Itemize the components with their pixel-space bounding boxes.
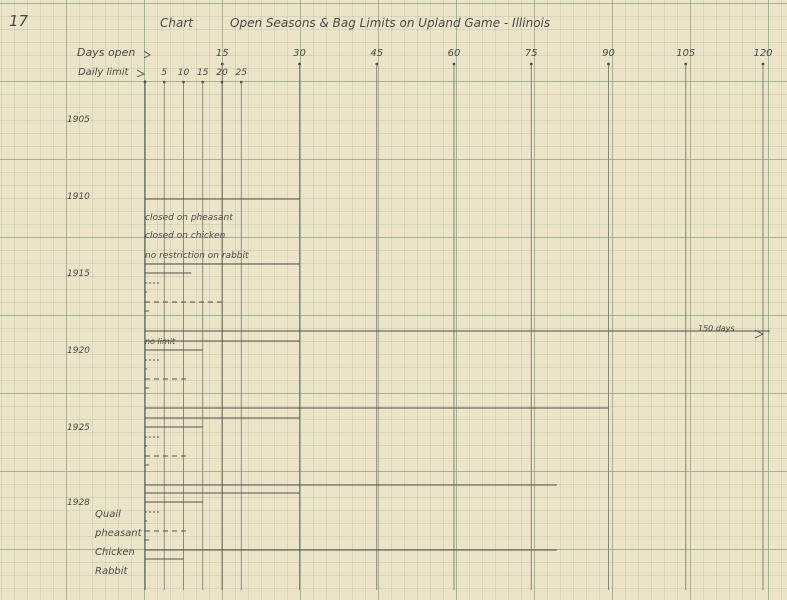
- limit-axis-label: Daily limit: [78, 67, 129, 78]
- annotation-no-restriction: no restriction on rabbit: [145, 251, 249, 261]
- days-arrow-icon: [144, 51, 150, 58]
- days-tick-dot: [221, 63, 224, 66]
- limit-tick-label: 5: [161, 68, 168, 78]
- days-axis-label: Days open: [77, 46, 136, 59]
- days-tick-dot: [762, 63, 765, 66]
- days-tick-label: 90: [602, 48, 615, 59]
- days-tick-dot: [375, 63, 378, 66]
- limit-arrow-icon: [137, 70, 144, 77]
- days-tick-label: 75: [524, 48, 538, 59]
- days-tick-label: 15: [215, 48, 229, 59]
- days-tick-dot: [607, 63, 610, 66]
- days-tick-dot: [298, 63, 301, 66]
- days-tick-dot: [453, 63, 456, 66]
- year-label: 1910: [67, 192, 90, 202]
- limit-tick-label: 15: [197, 68, 209, 78]
- legend-label-rabbit: Rabbit: [95, 566, 128, 577]
- annotation-150-days: 150 days: [698, 324, 735, 333]
- year-label: 1905: [67, 115, 90, 125]
- limit-tick-dot: [182, 81, 185, 84]
- year-label: 1915: [67, 269, 90, 279]
- limit-tick-label: 10: [177, 68, 190, 78]
- days-tick-dot: [684, 63, 687, 66]
- limit-tick-dot: [221, 81, 224, 84]
- annotation-closed-chicken: closed on chicken: [145, 231, 226, 241]
- days-tick-label: 30: [293, 48, 306, 59]
- legend-label-quail: Quail: [95, 509, 121, 520]
- legend-label-pheasant: pheasant: [95, 528, 142, 539]
- year-label: 1925: [67, 423, 90, 433]
- limit-tick-dot: [201, 81, 204, 84]
- legend-label-chicken: Chicken: [95, 547, 135, 558]
- limit-tick-dot: [144, 81, 147, 84]
- year-label: 1928: [67, 498, 90, 508]
- limit-tick-dot: [163, 81, 166, 84]
- limit-tick-label: 25: [235, 68, 247, 78]
- chart-label: Chart: [160, 16, 193, 30]
- annotation-closed-pheasant: closed on pheasant: [145, 213, 233, 223]
- days-tick-label: 120: [753, 48, 773, 59]
- annotation-no-limit: no limit: [145, 337, 176, 346]
- days-tick-label: 60: [447, 48, 461, 59]
- year-label: 1920: [67, 346, 90, 356]
- days-tick-label: 45: [370, 48, 384, 59]
- limit-tick-dot: [240, 81, 243, 84]
- days-tick-label: 105: [676, 48, 696, 59]
- limit-tick-label: 20: [216, 68, 228, 78]
- chart-title: Open Seasons & Bag Limits on Upland Game - Illinois: [230, 16, 551, 30]
- days-tick-dot: [530, 63, 533, 66]
- page-number: 17: [9, 12, 29, 30]
